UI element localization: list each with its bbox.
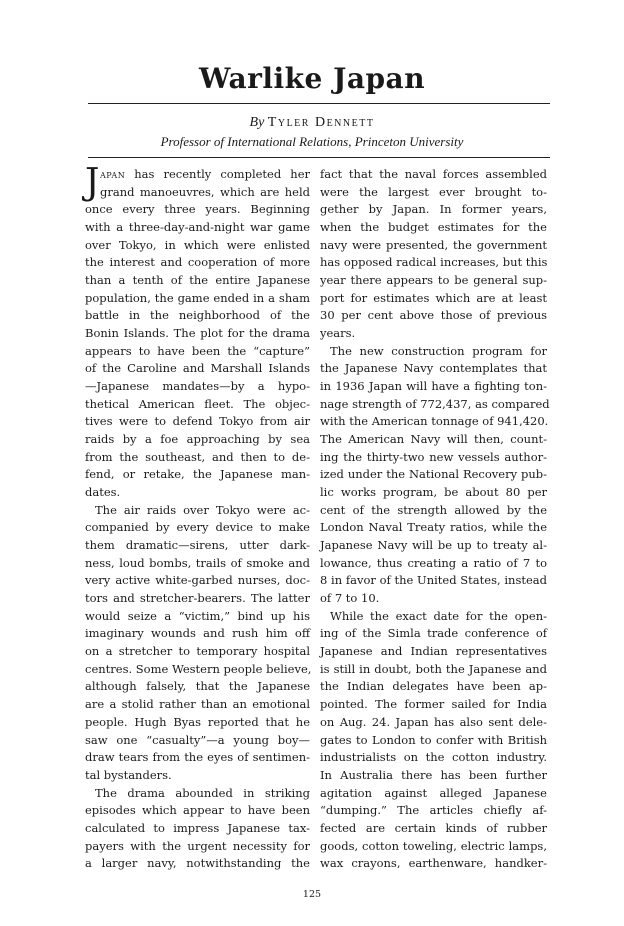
page-number: 125 <box>302 889 322 900</box>
byline-prefix: By <box>249 115 265 130</box>
text-line: once every three years. Beginning <box>85 202 310 217</box>
text-line: The new construction program for <box>330 343 547 358</box>
text-line: ing of the Simla trade conference of <box>320 626 547 641</box>
text-line: in 1936 Japan will have a fighting ton- <box>320 379 547 394</box>
text-line: —Japanese mandates—by a hypo- <box>85 379 310 394</box>
text-line: thetical American fleet. The objec- <box>85 396 310 411</box>
text-line: were the largest ever brought to- <box>320 184 547 199</box>
text-line: calculated to impress Japanese tax- <box>85 820 310 835</box>
author-name: Tyler Dennett <box>267 115 375 130</box>
text-line: agitation against alleged Japanese <box>320 785 547 800</box>
text-line: “dumping.” The articles chiefly af- <box>320 803 547 818</box>
text-line: would seize a “victim,” bind up his <box>85 608 310 623</box>
text-line: tors and stretcher-bearers. The latter <box>85 591 310 606</box>
text-line: In Australia there has been further <box>320 767 547 782</box>
article-title: Warlike Japan <box>198 62 426 95</box>
text-line: on Aug. 24. Japan has also sent dele- <box>320 714 547 729</box>
text-line: Bonin Islands. The plot for the drama <box>85 326 310 341</box>
text-line: grand manoeuvres, which are held <box>100 184 310 199</box>
text-line: The drama abounded in striking <box>95 785 310 800</box>
text-line: 8 in favor of the United States, instead <box>320 573 547 588</box>
text-line: are a stolid rather than an emotional <box>85 697 310 712</box>
text-line: people. Hugh Byas reported that he <box>85 714 310 729</box>
text-line: although falsely, that the Japanese <box>85 679 310 694</box>
first-word-rest: apan <box>100 167 126 181</box>
text-line: with a three-day-and-night war game <box>85 220 310 235</box>
text-line: has opposed radical increases, but this <box>320 255 548 270</box>
text-line: ized under the National Recovery pub- <box>320 467 547 482</box>
text-line: goods, cotton toweling, electric lamps, <box>320 838 547 853</box>
text-line: ing the thirty-two new vessels author- <box>320 449 547 464</box>
text-line: episodes which appear to have been <box>85 803 310 818</box>
text-line: Japanese and Indian representatives <box>320 644 547 659</box>
text-line: payers with the urgent necessity for <box>85 838 310 853</box>
text-line: companied by every device to make <box>85 520 310 535</box>
text-line: is still in doubt, both the Japanese and <box>320 661 547 676</box>
text-line: when the budget estimates for the <box>320 220 547 235</box>
text-line: over Tokyo, in which were enlisted <box>85 237 310 252</box>
text-line: raids by a foe approaching by sea <box>85 432 310 447</box>
text-line: draw tears from the eyes of sentimen- <box>85 750 310 765</box>
byline-divider <box>88 157 550 158</box>
text-line: nage strength of 772,437, as compared <box>320 396 550 411</box>
text-line: ness, loud bombs, trails of smoke and <box>85 555 310 570</box>
text-line: wax crayons, earthenware, handker- <box>320 856 547 871</box>
text-line: than a tenth of the entire Japanese <box>85 273 310 288</box>
text-line: on a stretcher to temporary hospital <box>85 644 310 659</box>
text-line: London Naval Treaty ratios, while the <box>320 520 547 535</box>
text-line: gates to London to confer with British <box>320 732 547 747</box>
author-affiliation: Professor of International Relations, Princeton University <box>160 134 464 149</box>
text-line: tives were to defend Tokyo from air <box>85 414 310 429</box>
text-line: years. <box>320 326 356 341</box>
text-line: appears to have been the “capture” <box>85 343 310 358</box>
text-line: year there appears to be general sup- <box>320 273 547 288</box>
text-line: the Japanese Navy contemplates that <box>320 361 547 376</box>
text-line: Japanese Navy will be up to treaty al- <box>320 538 547 553</box>
text-line: lowance, thus creating a ratio of 7 to <box>320 555 547 570</box>
text-line: a larger navy, notwithstanding the <box>85 856 310 871</box>
text-line: with the American tonnage of 941,420. <box>320 414 549 429</box>
text-line: from the southeast, and then to de- <box>85 449 310 464</box>
text-line: The air raids over Tokyo were ac- <box>95 502 310 517</box>
right-column <box>320 166 550 873</box>
text-line: centres. Some Western people believe, <box>85 661 312 676</box>
text-line: of the Caroline and Marshall Islands <box>85 361 310 376</box>
text-line: industrialists on the cotton industry. <box>320 750 547 765</box>
text-line: fact that the naval forces assembled <box>320 167 547 181</box>
left-column <box>85 162 312 873</box>
text-line: port for estimates which are at least <box>320 290 547 305</box>
text-line: tal bystanders. <box>85 767 172 782</box>
text-line: of 7 to 10. <box>320 591 380 606</box>
text-line: saw one “casualty”—a young boy— <box>85 732 310 747</box>
drop-cap: J <box>85 162 100 203</box>
text-line: fected are certain kinds of rubber <box>320 820 547 835</box>
text-line: imaginary wounds and rush him off <box>85 626 310 641</box>
text-line: gether by Japan. In former years, <box>320 202 547 217</box>
text-line: the Indian delegates have been ap- <box>320 679 547 694</box>
text-line: lic works program, be about 80 per <box>320 485 547 500</box>
text-line: dates. <box>85 485 121 500</box>
text-line: The American Navy will then, count- <box>320 432 547 447</box>
text-line: fend, or retake, the Japanese man- <box>85 467 310 482</box>
line-text: has recently completed her <box>125 167 310 181</box>
text-line: population, the game ended in a sham <box>85 290 310 305</box>
text-line: cent of the strength allowed by the <box>320 502 547 517</box>
text-line: them dramatic—sirens, utter dark- <box>85 538 310 553</box>
text-line: the interest and cooperation of more <box>85 255 310 270</box>
text-line: pointed. The former sailed for India <box>320 697 547 712</box>
byline <box>0 115 624 131</box>
text-line: very active white-garbed nurses, doc- <box>85 573 310 588</box>
text-line: 30 per cent above those of previous <box>320 308 547 323</box>
text-line: battle in the neighborhood of the <box>85 308 310 323</box>
title-divider <box>88 103 550 104</box>
text-line: navy were presented, the government <box>320 237 547 252</box>
text-line: While the exact date for the open- <box>330 608 547 623</box>
